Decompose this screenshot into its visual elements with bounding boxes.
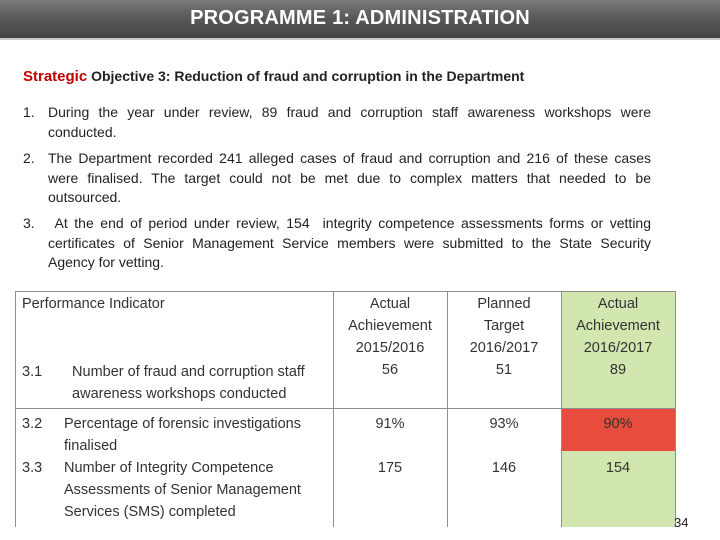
- column-header-actual-2016: Actual Achievement 2016/2017: [576, 296, 660, 356]
- list-item: [23, 214, 655, 273]
- list-number: 3.: [23, 215, 35, 231]
- list-text: The Department recorded 241 alleged cases of fraud and corruption and 216 of these cases were finalised. The target could not be met due to complex matters that needed to be outsourced.: [48, 150, 651, 205]
- indicator-text: Percentage of forensic investigations finalised: [64, 416, 301, 454]
- indicator-text: Number of fraud and corruption staff awareness workshops conducted: [72, 364, 305, 402]
- list-number: 1.: [23, 104, 35, 120]
- indicator-text: Number of Integrity Competence Assessments of Senior Management Services (SMS) completed: [64, 460, 301, 520]
- actual-2016-value: 90%: [603, 416, 633, 432]
- page-number: 34: [674, 515, 689, 530]
- page-title: PROGRAMME 1: ADMINISTRATION: [190, 7, 530, 29]
- column-header-indicator: Performance Indicator: [22, 296, 165, 312]
- list-text: During the year under review, 89 fraud and corruption staff awareness workshops were conducted.: [48, 104, 651, 140]
- row-id: 3.2: [22, 416, 43, 432]
- list-number: 2.: [23, 150, 35, 166]
- planned-value: 51: [495, 362, 513, 378]
- actual-2016-value: 89: [609, 362, 627, 378]
- row-divider: [15, 408, 676, 409]
- table-border-top: [15, 291, 676, 292]
- actual-2015-value: 91%: [375, 416, 405, 432]
- title-bar: [0, 0, 720, 38]
- actual-2016-value: 154: [605, 460, 631, 476]
- performance-table: [15, 291, 675, 527]
- column-header-planned-2016: Planned Target 2016/2017: [469, 296, 539, 356]
- table-border-left: [15, 291, 16, 527]
- list-item: [23, 103, 651, 142]
- table-border-right: [675, 291, 676, 527]
- list-item: [23, 149, 651, 208]
- column-header-actual-2015: Actual Achievement 2015/2016: [348, 296, 432, 356]
- actual-2015-value: 175: [377, 460, 403, 476]
- strategic-label: Strategic: [23, 68, 88, 85]
- actual-2015-value: 56: [381, 362, 399, 378]
- strategic-objective: [23, 68, 524, 85]
- row-id: 3.1: [22, 364, 43, 380]
- objective-text: Objective 3: Reduction of fraud and corruption in the Department: [91, 68, 525, 84]
- list-text: At the end of period under review, 154 integrity competence assessments forms or vetting certificates of Senior Management Service members were submitted to the State Security Agency for vetting.: [48, 215, 655, 270]
- divider: [0, 38, 720, 40]
- planned-value: 93%: [489, 416, 519, 432]
- row-id: 3.3: [22, 460, 43, 476]
- planned-value: 146: [491, 460, 517, 476]
